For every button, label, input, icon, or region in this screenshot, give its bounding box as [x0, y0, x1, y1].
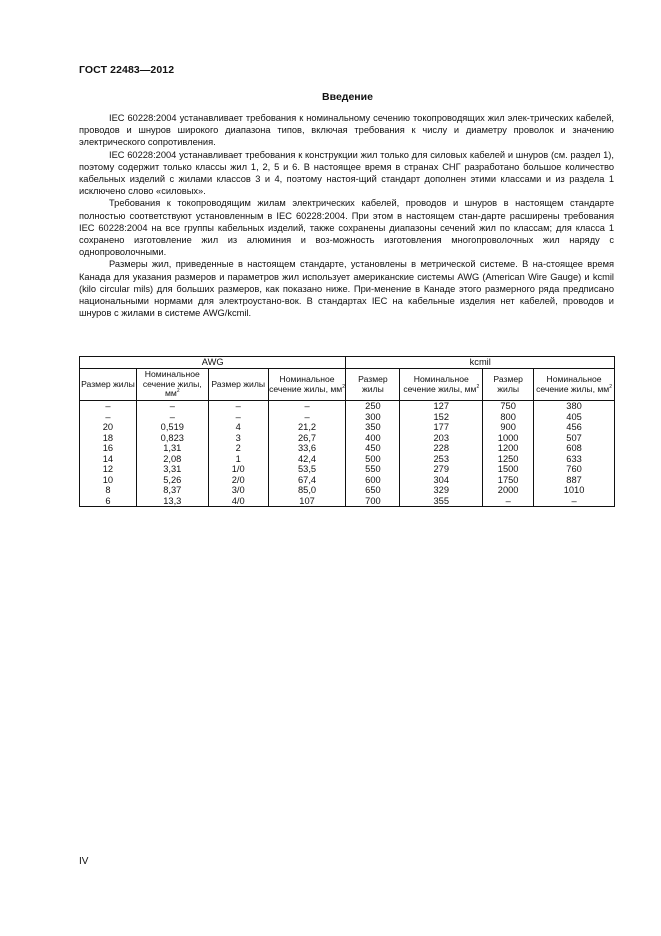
table-cell: 633: [534, 454, 615, 465]
table-cell: 600: [346, 475, 400, 486]
table-cell: –: [136, 412, 208, 423]
table-cell: 2,08: [136, 454, 208, 465]
col-header-label: Размер жилы: [81, 378, 135, 389]
awg-kcmil-table: [79, 356, 615, 507]
table-cell: 380: [534, 401, 615, 412]
paragraph-4: Размеры жил, приведенные в настоящем стандарте, установлены в метрической системе. В на-стоящее время Канада для указания размеров и параметров жил использует американские системы AWG (American Wire Gauge) и kcmil (kilo circular mils) для больших размеров, как показано ниже. При-менение в Канаде этого размерного ряда предписано национальными нормами для электроустано-вок. В стандартах IEC на кабельные изделия нет кабелей, проводов и шнуров с жилами в системе AWG/kcmil.: [79, 259, 614, 319]
col-header-size: [483, 369, 534, 401]
table-cell: –: [80, 401, 137, 412]
table-cell: 1/0: [208, 464, 268, 475]
table-cell: 279: [400, 464, 483, 475]
column-header-row: [80, 369, 615, 401]
col-header-label: Номинальное сечение жилы, мм: [269, 374, 343, 394]
col-header-label: Размер жилы: [358, 374, 388, 394]
table-cell: 250: [346, 401, 400, 412]
table-cell: 1500: [483, 464, 534, 475]
table-cell: 887: [534, 475, 615, 486]
superscript: 2: [476, 383, 480, 390]
table-cell: 1010: [534, 485, 615, 496]
table-cell: 127: [400, 401, 483, 412]
table-cell: 350: [346, 422, 400, 433]
table-cell: –: [208, 401, 268, 412]
table-cell: 53,5: [268, 464, 346, 475]
table-cell: 203: [400, 433, 483, 444]
table-cell: 5,26: [136, 475, 208, 486]
table-cell: 2: [208, 443, 268, 454]
table-cell: 329: [400, 485, 483, 496]
col-header-label: Размер жилы: [493, 374, 523, 394]
table-row: [80, 443, 615, 454]
table-cell: 8: [80, 485, 137, 496]
table-cell: –: [483, 496, 534, 507]
col-header-size: [346, 369, 400, 401]
table-cell: 10: [80, 475, 137, 486]
paragraph-1: IEC 60228:2004 устанавливает требования к номинальному сечению токопроводящих жил элек-трических кабелей, проводов и шнуров широкого диапазона типов, включая требования к числу и диаметру проволок и значению электрического сопротивления.: [79, 113, 614, 148]
col-header-label: Номинальное сечение жилы, мм: [403, 374, 477, 394]
table-cell: –: [136, 401, 208, 412]
table-cell: 1: [208, 454, 268, 465]
table-cell: –: [80, 412, 137, 423]
col-header-section: [268, 369, 346, 401]
table-cell: 900: [483, 422, 534, 433]
table-cell: –: [268, 401, 346, 412]
table-cell: 0,823: [136, 433, 208, 444]
section-title-text: Введение: [322, 91, 373, 103]
introduction-text: [79, 112, 614, 319]
table-cell: 14: [80, 454, 137, 465]
table-cell: –: [208, 412, 268, 423]
table-cell: 500: [346, 454, 400, 465]
superscript: 2: [609, 383, 612, 390]
table-cell: 1250: [483, 454, 534, 465]
table-cell: 1000: [483, 433, 534, 444]
col-header-label: Номинальное сечение жилы, мм: [536, 374, 610, 394]
table-cell: 800: [483, 412, 534, 423]
table-cell: 13,3: [136, 496, 208, 507]
table-row: [80, 454, 615, 465]
table-cell: 20: [80, 422, 137, 433]
table-cell: 0,519: [136, 422, 208, 433]
table-cell: 450: [346, 443, 400, 454]
col-header-label: Размер жилы: [211, 378, 266, 389]
col-header-section: [400, 369, 483, 401]
table-cell: 507: [534, 433, 615, 444]
table-cell: 152: [400, 412, 483, 423]
table-cell: 1750: [483, 475, 534, 486]
awg-group-header: AWG: [80, 357, 346, 369]
table-cell: 650: [346, 485, 400, 496]
table-cell: 1200: [483, 443, 534, 454]
col-header-label: Номинальное сечение жилы, мм: [142, 369, 202, 399]
table-cell: 2000: [483, 485, 534, 496]
table-row: [80, 422, 615, 433]
table-cell: 18: [80, 433, 137, 444]
table-cell: 33,6: [268, 443, 346, 454]
table-cell: –: [268, 412, 346, 423]
table-cell: 12: [80, 464, 137, 475]
page-number: IV: [79, 856, 89, 867]
table-cell: 750: [483, 401, 534, 412]
table-row: [80, 496, 615, 507]
table-cell: 760: [534, 464, 615, 475]
col-header-size: [208, 369, 268, 401]
superscript: 2: [342, 383, 345, 390]
col-header-section: [136, 369, 208, 401]
table-cell: 3/0: [208, 485, 268, 496]
table-cell: 16: [80, 443, 137, 454]
table-cell: 456: [534, 422, 615, 433]
table-cell: 6: [80, 496, 137, 507]
table-row: [80, 433, 615, 444]
table-cell: 228: [400, 443, 483, 454]
table-cell: 1,31: [136, 443, 208, 454]
table-cell: 67,4: [268, 475, 346, 486]
table-row: [80, 401, 615, 412]
table-cell: 26,7: [268, 433, 346, 444]
table-cell: 107: [268, 496, 346, 507]
table-cell: 3: [208, 433, 268, 444]
table-cell: 4/0: [208, 496, 268, 507]
table-cell: 42,4: [268, 454, 346, 465]
table-cell: 8,37: [136, 485, 208, 496]
table-cell: 700: [346, 496, 400, 507]
table-cell: 2/0: [208, 475, 268, 486]
col-header-section: [534, 369, 615, 401]
table-cell: 3,31: [136, 464, 208, 475]
kcmil-group-header: kcmil: [346, 357, 615, 369]
table-cell: 300: [346, 412, 400, 423]
table-row: [80, 475, 615, 486]
table-cell: 304: [400, 475, 483, 486]
table-cell: 355: [400, 496, 483, 507]
paragraph-2: IEC 60228:2004 устанавливает требования к конструкции жил только для силовых кабелей и шнуров (см. раздел 1), поэтому содержит только классы жил 1, 2, 5 и 6. В настоящее время в странах СНГ разработано большое количество кабельных изделий с жилами классов 3 и 4, поэтому настоя-щий стандарт дополнен этими классами и из раздела 1 исключено слово «силовых».: [79, 149, 614, 197]
table-cell: 405: [534, 412, 615, 423]
table-row: [80, 412, 615, 423]
table-cell: 550: [346, 464, 400, 475]
table-cell: 4: [208, 422, 268, 433]
table-cell: 21,2: [268, 422, 346, 433]
col-header-size: [80, 369, 137, 401]
table-row: [80, 485, 615, 496]
table-cell: –: [534, 496, 615, 507]
paragraph-3: Требования к токопроводящим жилам электрических кабелей, проводов и шнуров в настоящем стандарте полностью соответствуют установленным в IEC 60228:2004. При этом в настоящем стан-дарте расширены требования IEC 60228:2004 на все группы кабельных изделий, также сохранены диапазоны сечений жил по классам; для класса 1 сохранено изготовление жил из алюминия и воз-можность изготовления многопроволочных жил наряду с однопроволочными.: [79, 198, 614, 258]
standard-designation: ГОСТ 22483—2012: [79, 64, 175, 76]
superscript: 2: [176, 388, 180, 395]
table-cell: 608: [534, 443, 615, 454]
table-cell: 177: [400, 422, 483, 433]
section-title: [0, 91, 661, 103]
table-cell: 85,0: [268, 485, 346, 496]
table-row: [80, 464, 615, 475]
table-cell: 253: [400, 454, 483, 465]
table-cell: 400: [346, 433, 400, 444]
